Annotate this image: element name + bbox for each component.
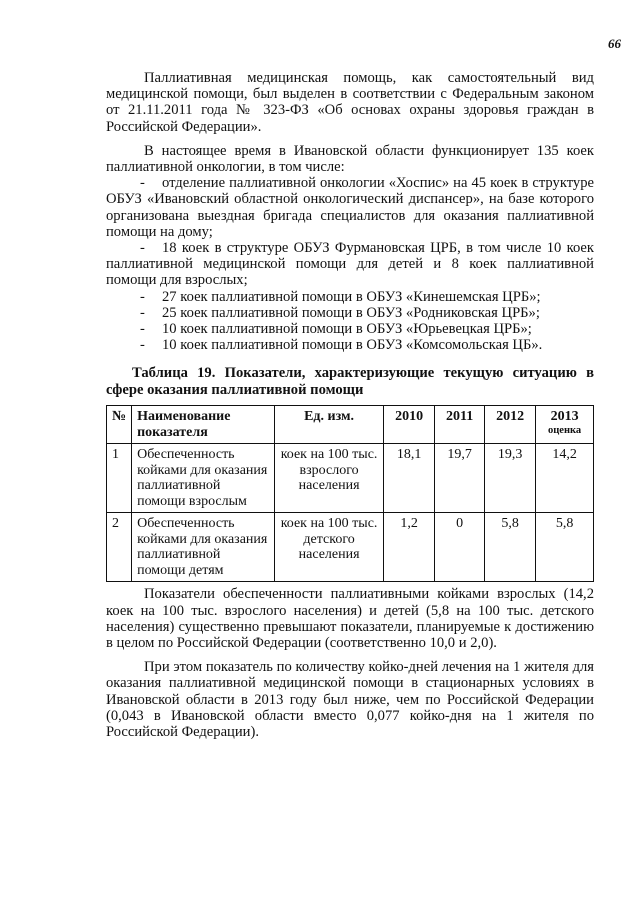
- list-item: - 10 коек паллиативной помощи в ОБУЗ «Юрьевецкая ЦРБ»;: [140, 321, 532, 338]
- header-name: Наименование показателя: [132, 406, 275, 444]
- cell-2011: 0: [435, 513, 485, 582]
- list-item-text: 25 коек паллиативной помощи в ОБУЗ «Родниковская ЦРБ»;: [162, 304, 540, 321]
- table-row: [107, 513, 594, 582]
- cell-2013: 14,2: [536, 444, 594, 513]
- cell-num: 1: [107, 444, 132, 513]
- header-2011: 2011: [435, 406, 485, 444]
- paragraph: Показатели обеспеченности паллиативными койками взрослых (14,2 коек на 100 тыс. взрослого населения) и детей (5,8 на 100 тыс. детского населения) существенно превышают показатели, планируемые к достижению в целом по Российской Федерации (соответственно 10,0 и 2,0).: [106, 586, 594, 652]
- cell-2013: 5,8: [536, 513, 594, 582]
- header-unit: Ед. изм.: [275, 406, 384, 444]
- list-item-text: 18 коек в структуре ОБУЗ Фурмановская ЦРБ, в том числе 10 коек паллиативной медицинской помощи для детей и 8 коек паллиативной помощи для взрослых;: [106, 240, 594, 289]
- cell-num: 2: [107, 513, 132, 582]
- cell-name: Обеспеченность койками для оказания паллиативной помощи детям: [132, 513, 275, 582]
- paragraph: Паллиативная медицинская помощь, как самостоятельный вид медицинской помощи, был выделен в соответствии с Федеральным законом от 21.11.2011 года № 323-ФЗ «Об основах охраны здоровья граждан в Российской Федерации».: [106, 70, 594, 135]
- table-row: [107, 444, 594, 513]
- list-item: - 27 коек паллиативной помощи в ОБУЗ «Кинешемская ЦРБ»;: [140, 288, 541, 305]
- header-2012: 2012: [485, 406, 536, 444]
- list-item: - 25 коек паллиативной помощи в ОБУЗ «Родниковская ЦРБ»;: [140, 304, 540, 321]
- cell-unit: коек на 100 тыс. взрослого населения: [275, 444, 384, 513]
- cell-2010: 1,2: [384, 513, 435, 582]
- list-item-text: отделение паллиативной онкологии «Хоспис» на 45 коек в структуре ОБУЗ «Ивановский областной онкологический диспансер», на базе которого организована выездная бригада специалистов для оказания паллиативной помощи на дому;: [106, 175, 594, 240]
- list-item-text: 10 коек паллиативной помощи в ОБУЗ «Юрьевецкая ЦРБ»;: [162, 321, 532, 338]
- list-item: - 18 коек в структуре ОБУЗ Фурмановская ЦРБ, в том числе 10 коек паллиативной медицинской помощи для детей и 8 коек паллиативной помощи для взрослых;: [106, 240, 594, 289]
- cell-2010: 18,1: [384, 444, 435, 513]
- list-item: - 10 коек паллиативной помощи в ОБУЗ «Комсомольская ЦБ».: [140, 337, 543, 354]
- paragraph: При этом показатель по количеству койко-дней лечения на 1 жителя для оказания паллиативной медицинской помощи в стационарных условиях в Ивановской области в 2013 году был ниже, чем по Российской Федерации (0,043 в Ивановской области вместо 0,077 койко-дня на 1 жителя по Российской Федерации).: [106, 659, 594, 741]
- list-item: - отделение паллиативной онкологии «Хоспис» на 45 коек в структуре ОБУЗ «Ивановский областной онкологический диспансер», на базе которого организована выездная бригада специалистов для оказания паллиативной помощи на дому;: [106, 175, 594, 240]
- page-number: 66: [608, 36, 621, 51]
- header-num: №: [107, 406, 132, 444]
- list-item-text: 10 коек паллиативной помощи в ОБУЗ «Комсомольская ЦБ».: [162, 337, 543, 354]
- paragraph: В настоящее время в Ивановской области функционирует 135 коек паллиативной онкологии, в том числе:: [106, 142, 594, 176]
- indicators-table: [106, 405, 594, 582]
- cell-name: Обеспеченность койками для оказания паллиативной помощи взрослым: [132, 444, 275, 513]
- table-header-row: [107, 406, 594, 444]
- cell-2012: 5,8: [485, 513, 536, 582]
- cell-unit: коек на 100 тыс. детского населения: [275, 513, 384, 582]
- header-2013-year: 2013: [550, 409, 579, 425]
- header-2010: 2010: [384, 406, 435, 444]
- list-item-text: 27 коек паллиативной помощи в ОБУЗ «Кинешемская ЦРБ»;: [162, 288, 541, 305]
- cell-2011: 19,7: [435, 444, 485, 513]
- header-2013-note: оценка: [548, 424, 582, 436]
- cell-2012: 19,3: [485, 444, 536, 513]
- facility-list: [106, 175, 594, 353]
- document-body: [106, 70, 594, 740]
- table-caption: Таблица 19. Показатели, характеризующие текущую ситуацию в сфере оказания паллиативной помощи: [106, 365, 594, 399]
- header-2013: [536, 406, 594, 444]
